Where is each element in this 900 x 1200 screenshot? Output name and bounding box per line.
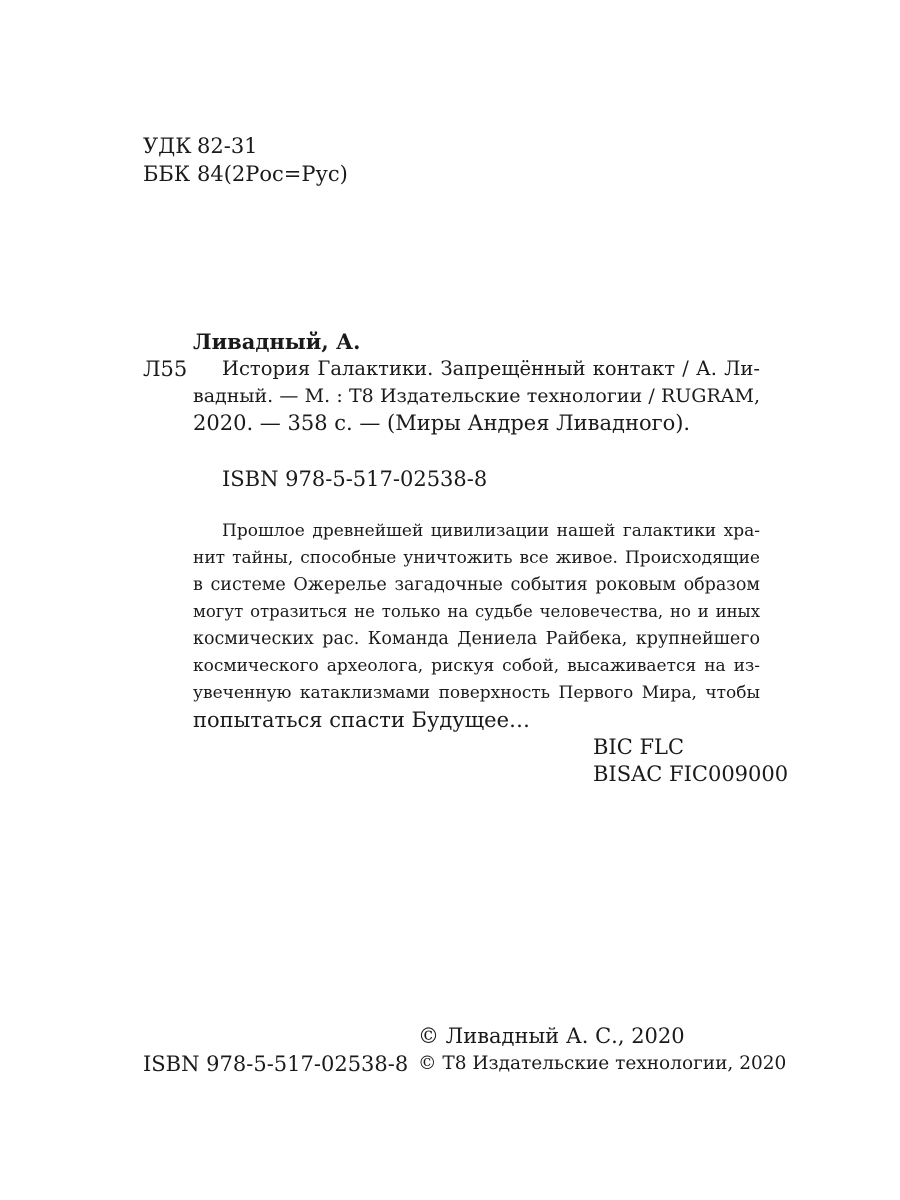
bic-code: BIC FLC [593, 735, 685, 759]
udk-label: УДК [143, 134, 192, 158]
copyright-author: © Ливадный А. С., 2020 [418, 1024, 685, 1048]
bbk-label: ББК [143, 162, 191, 186]
annotation-line: в системе Ожерелье загадочные события роковым образом [193, 575, 760, 595]
annotation-line: космических рас. Команда Дениела Райбека, крупнейшего [193, 629, 760, 649]
record-isbn: ISBN 978-5-517-02538-8 [222, 467, 488, 491]
bisac-code: BISAC FIC009000 [593, 762, 789, 786]
footer-isbn: ISBN 978-5-517-02538-8 [143, 1052, 409, 1076]
annotation-line: попытаться спасти Будущее… [193, 708, 531, 732]
annotation-line: нит тайны, способные уничтожить все живое. Происходящие [193, 548, 760, 568]
bbk-value: 84(2Рос=Рус) [197, 162, 348, 186]
description-line: 2020. — 358 с. — (Миры Андрея Ливадного). [193, 411, 691, 435]
description-line: История Галактики. Запрещённый контакт / А. Ли- [222, 357, 760, 380]
author-heading: Ливадный, А. [193, 329, 361, 354]
annotation-line: Прошлое древнейшей цивилизации нашей галактики хра- [222, 521, 760, 541]
annotation-line: увеченную катаклизмами поверхность Первого Мира, чтобы [193, 683, 760, 703]
udk-value: 82-31 [197, 134, 258, 158]
description-line: вадный. — М. : Т8 Издательские технологии / RUGRAM, [193, 385, 760, 407]
annotation-line: могут отразиться не только на судьбе человечества, но и иных [193, 602, 760, 621]
author-mark: Л55 [143, 357, 188, 381]
annotation-line: космического археолога, рискуя собой, высаживается на из- [193, 656, 760, 676]
copyright-publisher: © Т8 Издательские технологии, 2020 [418, 1053, 787, 1074]
